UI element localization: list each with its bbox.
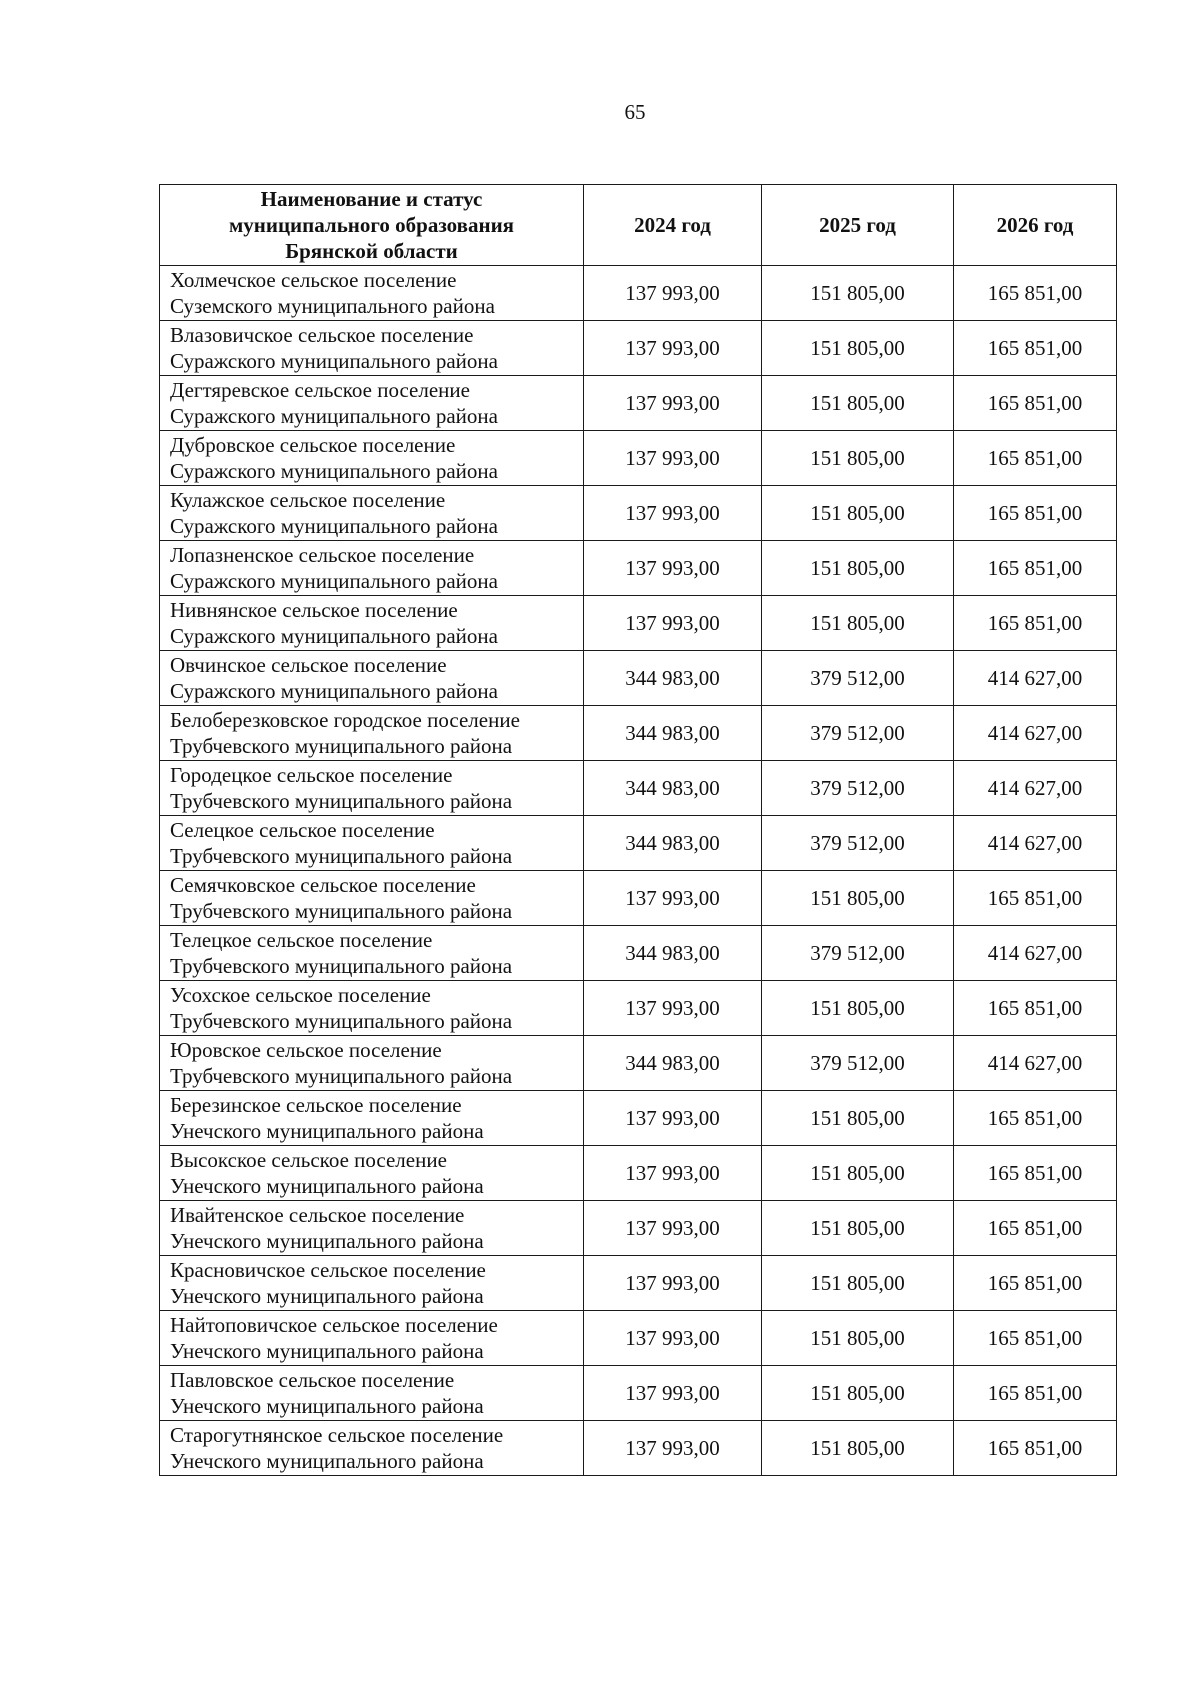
header-municipality-line2: муниципального образования bbox=[228, 213, 515, 237]
table-row bbox=[160, 816, 1117, 871]
municipality-settlement: Усохское сельское поселение bbox=[170, 983, 431, 1007]
table-row bbox=[160, 981, 1117, 1036]
table-row bbox=[160, 431, 1117, 486]
table-row bbox=[160, 926, 1117, 981]
amount-2025-cell: 151 805,00 bbox=[762, 1256, 954, 1311]
municipality-district: Трубчевского муниципального района bbox=[170, 1009, 513, 1033]
table-row bbox=[160, 266, 1117, 321]
amount-2025-cell: 151 805,00 bbox=[762, 376, 954, 431]
amount-2026-cell: 165 851,00 bbox=[954, 541, 1117, 596]
table-row bbox=[160, 1146, 1117, 1201]
municipality-settlement: Павловское сельское поселение bbox=[170, 1368, 455, 1392]
municipality-district: Суражского муниципального района bbox=[170, 349, 498, 373]
table-row bbox=[160, 321, 1117, 376]
municipality-district: Суражского муниципального района bbox=[170, 569, 498, 593]
table-row bbox=[160, 706, 1117, 761]
table-header-row bbox=[160, 185, 1117, 266]
municipality-name-cell bbox=[160, 1421, 584, 1476]
municipality-district: Трубчевского муниципального района bbox=[170, 1064, 513, 1088]
municipality-name-cell bbox=[160, 1256, 584, 1311]
municipality-district: Унечского муниципального района bbox=[170, 1394, 484, 1418]
amount-2024-cell: 137 993,00 bbox=[584, 1146, 762, 1201]
amount-2026-cell: 165 851,00 bbox=[954, 1091, 1117, 1146]
amount-2026-cell: 165 851,00 bbox=[954, 266, 1117, 321]
amount-2025-cell: 151 805,00 bbox=[762, 1311, 954, 1366]
table-row bbox=[160, 486, 1117, 541]
amount-2024-cell: 137 993,00 bbox=[584, 981, 762, 1036]
table-row bbox=[160, 651, 1117, 706]
amount-2026-cell: 414 627,00 bbox=[954, 926, 1117, 981]
amount-2024-cell: 344 983,00 bbox=[584, 1036, 762, 1091]
municipality-settlement: Селецкое сельское поселение bbox=[170, 818, 435, 842]
amount-2026-cell: 414 627,00 bbox=[954, 651, 1117, 706]
header-2025: 2025 год bbox=[762, 185, 954, 266]
table-row bbox=[160, 871, 1117, 926]
amount-2026-cell: 165 851,00 bbox=[954, 321, 1117, 376]
table-body bbox=[160, 266, 1117, 1476]
amount-2024-cell: 344 983,00 bbox=[584, 926, 762, 981]
amount-2024-cell: 344 983,00 bbox=[584, 761, 762, 816]
municipality-name-cell bbox=[160, 981, 584, 1036]
table-row bbox=[160, 541, 1117, 596]
municipality-district: Унечского муниципального района bbox=[170, 1119, 484, 1143]
table-row bbox=[160, 1036, 1117, 1091]
amount-2025-cell: 151 805,00 bbox=[762, 1146, 954, 1201]
municipality-name-cell bbox=[160, 1201, 584, 1256]
municipality-district: Суражского муниципального района bbox=[170, 624, 498, 648]
municipality-district: Унечского муниципального района bbox=[170, 1339, 484, 1363]
amount-2025-cell: 151 805,00 bbox=[762, 1091, 954, 1146]
header-2024: 2024 год bbox=[584, 185, 762, 266]
amount-2024-cell: 137 993,00 bbox=[584, 266, 762, 321]
municipality-name-cell bbox=[160, 926, 584, 981]
table-row bbox=[160, 1256, 1117, 1311]
table-row bbox=[160, 596, 1117, 651]
amount-2024-cell: 137 993,00 bbox=[584, 1091, 762, 1146]
municipality-settlement: Белоберезковское городское поселение bbox=[170, 708, 520, 732]
municipality-name-cell bbox=[160, 1091, 584, 1146]
municipality-name-cell bbox=[160, 541, 584, 596]
municipality-settlement: Юровское сельское поселение bbox=[170, 1038, 442, 1062]
municipality-district: Трубчевского муниципального района bbox=[170, 844, 513, 868]
municipality-district: Трубчевского муниципального района bbox=[170, 789, 513, 813]
amount-2025-cell: 151 805,00 bbox=[762, 1421, 954, 1476]
municipality-settlement: Холмечское сельское поселение bbox=[170, 268, 457, 292]
amount-2024-cell: 137 993,00 bbox=[584, 541, 762, 596]
municipality-district: Суземского муниципального района bbox=[170, 294, 495, 318]
amount-2025-cell: 379 512,00 bbox=[762, 651, 954, 706]
amount-2025-cell: 379 512,00 bbox=[762, 816, 954, 871]
municipality-district: Трубчевского муниципального района bbox=[170, 899, 513, 923]
amount-2024-cell: 344 983,00 bbox=[584, 816, 762, 871]
municipality-name-cell bbox=[160, 1311, 584, 1366]
municipality-settlement: Нивнянское сельское поселение bbox=[170, 598, 458, 622]
amount-2024-cell: 137 993,00 bbox=[584, 871, 762, 926]
municipality-settlement: Кулажское сельское поселение bbox=[170, 488, 446, 512]
municipality-district: Унечского муниципального района bbox=[170, 1174, 484, 1198]
municipality-name-cell bbox=[160, 486, 584, 541]
municipality-name-cell bbox=[160, 761, 584, 816]
amount-2024-cell: 344 983,00 bbox=[584, 706, 762, 761]
amount-2026-cell: 165 851,00 bbox=[954, 871, 1117, 926]
municipality-name-cell bbox=[160, 651, 584, 706]
amount-2026-cell: 165 851,00 bbox=[954, 431, 1117, 486]
amount-2026-cell: 414 627,00 bbox=[954, 1036, 1117, 1091]
municipality-settlement: Старогутнянское сельское поселение bbox=[170, 1423, 504, 1447]
municipality-settlement: Городецкое сельское поселение bbox=[170, 763, 453, 787]
municipality-settlement: Найтоповичское сельское поселение bbox=[170, 1313, 498, 1337]
amount-2024-cell: 137 993,00 bbox=[584, 596, 762, 651]
header-municipality-line1: Наименование и статус bbox=[260, 187, 483, 211]
amount-2025-cell: 151 805,00 bbox=[762, 1201, 954, 1256]
amount-2026-cell: 165 851,00 bbox=[954, 981, 1117, 1036]
amount-2024-cell: 137 993,00 bbox=[584, 1201, 762, 1256]
amount-2026-cell: 165 851,00 bbox=[954, 1201, 1117, 1256]
municipality-name-cell bbox=[160, 376, 584, 431]
municipality-name-cell bbox=[160, 1146, 584, 1201]
municipality-name-cell bbox=[160, 431, 584, 486]
amount-2026-cell: 165 851,00 bbox=[954, 376, 1117, 431]
amount-2024-cell: 137 993,00 bbox=[584, 1256, 762, 1311]
amount-2026-cell: 165 851,00 bbox=[954, 596, 1117, 651]
amount-2025-cell: 151 805,00 bbox=[762, 321, 954, 376]
table-row bbox=[160, 1311, 1117, 1366]
amount-2026-cell: 165 851,00 bbox=[954, 1311, 1117, 1366]
municipality-name-cell bbox=[160, 321, 584, 376]
amount-2024-cell: 137 993,00 bbox=[584, 321, 762, 376]
table-row bbox=[160, 1366, 1117, 1421]
municipality-settlement: Влазовичское сельское поселение bbox=[170, 323, 474, 347]
amount-2024-cell: 137 993,00 bbox=[584, 376, 762, 431]
amount-2025-cell: 379 512,00 bbox=[762, 1036, 954, 1091]
municipality-name-cell bbox=[160, 706, 584, 761]
header-2026: 2026 год bbox=[954, 185, 1117, 266]
amount-2025-cell: 151 805,00 bbox=[762, 596, 954, 651]
table-row bbox=[160, 1201, 1117, 1256]
municipality-district: Суражского муниципального района bbox=[170, 404, 498, 428]
amount-2026-cell: 165 851,00 bbox=[954, 1146, 1117, 1201]
amount-2026-cell: 414 627,00 bbox=[954, 761, 1117, 816]
amount-2024-cell: 137 993,00 bbox=[584, 1421, 762, 1476]
amount-2025-cell: 151 805,00 bbox=[762, 1366, 954, 1421]
municipality-name-cell bbox=[160, 266, 584, 321]
amount-2025-cell: 379 512,00 bbox=[762, 926, 954, 981]
amount-2026-cell: 414 627,00 bbox=[954, 816, 1117, 871]
budget-table bbox=[159, 184, 1117, 1476]
municipality-settlement: Высокское сельское поселение bbox=[170, 1148, 447, 1172]
amount-2025-cell: 151 805,00 bbox=[762, 431, 954, 486]
amount-2026-cell: 165 851,00 bbox=[954, 1256, 1117, 1311]
amount-2024-cell: 137 993,00 bbox=[584, 1311, 762, 1366]
table-row bbox=[160, 376, 1117, 431]
municipality-district: Трубчевского муниципального района bbox=[170, 734, 513, 758]
municipality-settlement: Дубровское сельское поселение bbox=[170, 433, 456, 457]
header-municipality bbox=[160, 185, 584, 266]
header-municipality-line3: Брянской области bbox=[285, 239, 458, 263]
amount-2025-cell: 151 805,00 bbox=[762, 266, 954, 321]
municipality-name-cell bbox=[160, 596, 584, 651]
municipality-district: Унечского муниципального района bbox=[170, 1229, 484, 1253]
amount-2025-cell: 379 512,00 bbox=[762, 761, 954, 816]
amount-2025-cell: 151 805,00 bbox=[762, 981, 954, 1036]
municipality-district: Суражского муниципального района bbox=[170, 679, 498, 703]
amount-2025-cell: 151 805,00 bbox=[762, 541, 954, 596]
table-row bbox=[160, 761, 1117, 816]
municipality-settlement: Телецкое сельское поселение bbox=[170, 928, 433, 952]
page-number: 65 bbox=[624, 100, 646, 124]
municipality-district: Унечского муниципального района bbox=[170, 1449, 484, 1473]
amount-2024-cell: 344 983,00 bbox=[584, 651, 762, 706]
amount-2026-cell: 414 627,00 bbox=[954, 706, 1117, 761]
amount-2026-cell: 165 851,00 bbox=[954, 1366, 1117, 1421]
municipality-name-cell bbox=[160, 871, 584, 926]
municipality-district: Трубчевского муниципального района bbox=[170, 954, 513, 978]
amount-2024-cell: 137 993,00 bbox=[584, 431, 762, 486]
table-row bbox=[160, 1091, 1117, 1146]
municipality-settlement: Красновичское сельское поселение bbox=[170, 1258, 486, 1282]
amount-2024-cell: 137 993,00 bbox=[584, 486, 762, 541]
municipality-name-cell bbox=[160, 816, 584, 871]
amount-2026-cell: 165 851,00 bbox=[954, 1421, 1117, 1476]
municipality-settlement: Дегтяревское сельское поселение bbox=[170, 378, 470, 402]
amount-2025-cell: 151 805,00 bbox=[762, 486, 954, 541]
municipality-name-cell bbox=[160, 1036, 584, 1091]
table-row bbox=[160, 1421, 1117, 1476]
municipality-district: Суражского муниципального района bbox=[170, 459, 498, 483]
municipality-settlement: Березинское сельское поселение bbox=[170, 1093, 462, 1117]
municipality-settlement: Ивайтенское сельское поселение bbox=[170, 1203, 465, 1227]
municipality-name-cell bbox=[160, 1366, 584, 1421]
municipality-settlement: Семячковское сельское поселение bbox=[170, 873, 476, 897]
amount-2025-cell: 151 805,00 bbox=[762, 871, 954, 926]
municipality-settlement: Лопазненское сельское поселение bbox=[170, 543, 475, 567]
municipality-district: Унечского муниципального района bbox=[170, 1284, 484, 1308]
municipality-settlement: Овчинское сельское поселение bbox=[170, 653, 447, 677]
amount-2025-cell: 379 512,00 bbox=[762, 706, 954, 761]
amount-2024-cell: 137 993,00 bbox=[584, 1366, 762, 1421]
municipality-district: Суражского муниципального района bbox=[170, 514, 498, 538]
amount-2026-cell: 165 851,00 bbox=[954, 486, 1117, 541]
